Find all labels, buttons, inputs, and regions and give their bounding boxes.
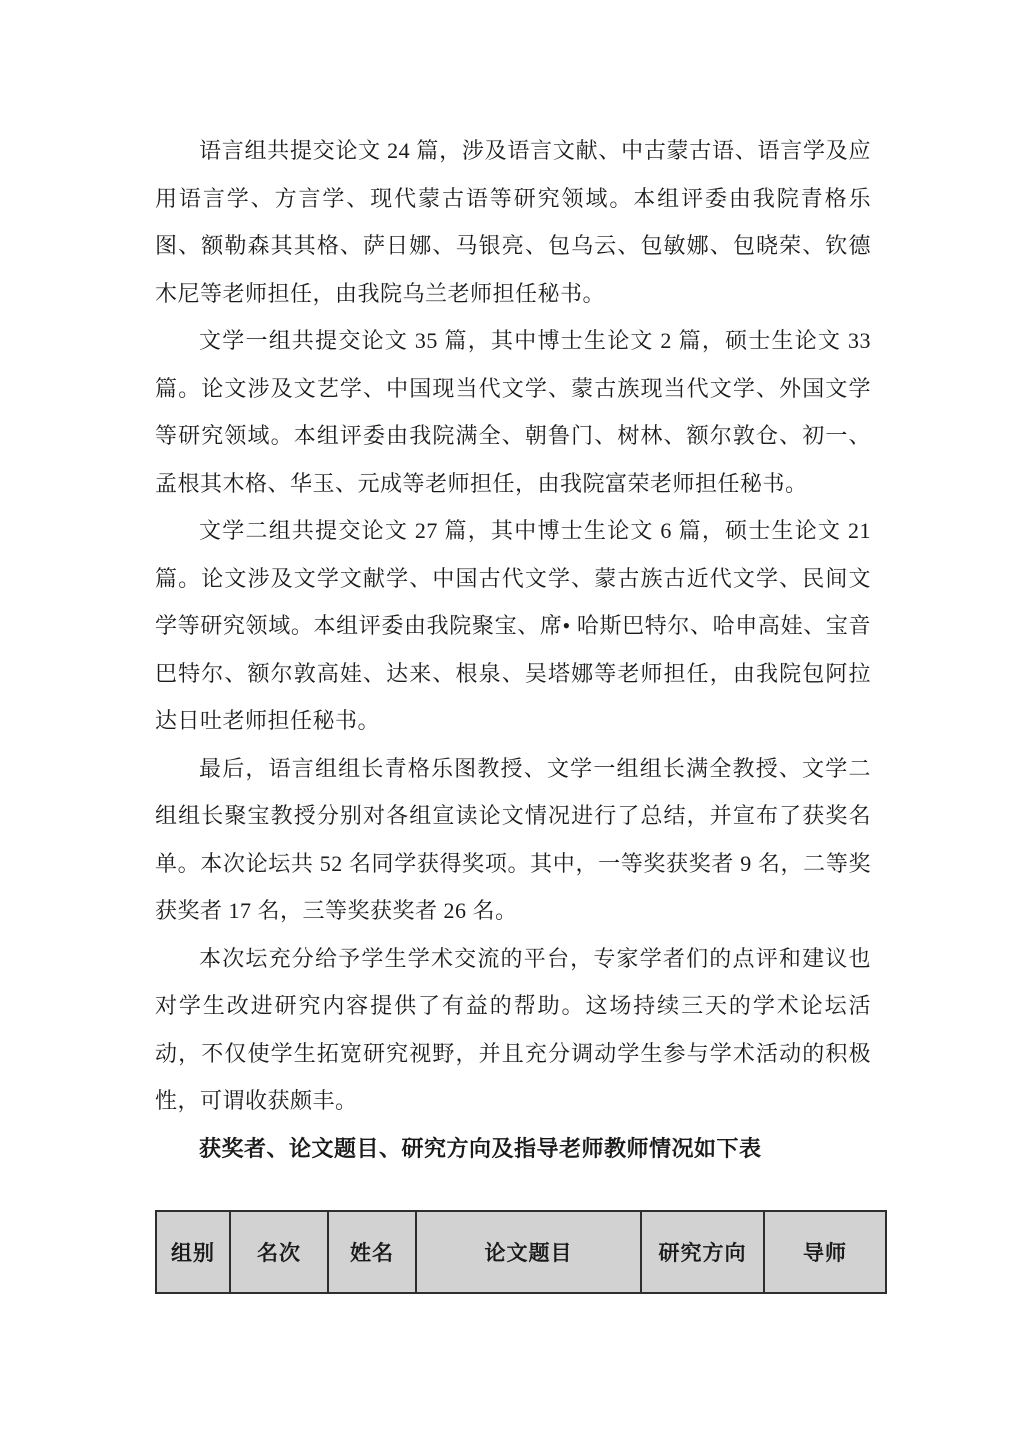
paragraph-awards-summary: 最后，语言组组长青格乐图教授、文学一组组长满全教授、文学二组组长聚宝教授分别对各组宣读论文情况进行了总结，并宣布了获奖名单。本次论坛共 52 名同学获得奖项。其中，一等奖获奖者 9 名，二等奖获奖者 17 名，三等奖获奖者 26 名。: [155, 755, 871, 923]
awards-table: [155, 1210, 887, 1294]
col-header-rank: 名次: [230, 1211, 328, 1293]
paragraph-language-group: 语言组共提交论文 24 篇，涉及语言文献、中古蒙古语、语言学及应用语言学、方言学、现代蒙古语等研究领域。本组评委由我院青格乐图、额勒森其其格、萨日娜、马银亮、包乌云、包敏娜、包晓荣、钦德木尼等老师担任，由我院乌兰老师担任秘书。: [155, 138, 871, 306]
paragraph-literature-group-1: 文学一组共提交论文 35 篇，其中博士生论文 2 篇，硕士生论文 33 篇。论文涉及文艺学、中国现当代文学、蒙古族现当代文学、外国文学等研究领域。本组评委由我院满全、朝鲁门、树林、额尔敦仓、初一、孟根其木格、华玉、元成等老师担任，由我院富荣老师担任秘书。: [155, 328, 871, 496]
paragraph-literature-group-2: 文学二组共提交论文 27 篇，其中博士生论文 6 篇，硕士生论文 21 篇。论文涉及文学文献学、中国古代文学、蒙古族古近代文学、民间文学等研究领域。本组评委由我院聚宝、席• 哈斯巴特尔、哈申高娃、宝音巴特尔、额尔敦高娃、达来、根泉、吴塔娜等老师担任，由我院包阿拉达日吐老师担任秘书。: [155, 518, 871, 733]
table-header-row: [156, 1211, 886, 1293]
col-header-supervisor: 导师: [764, 1211, 886, 1293]
paragraph-conclusion: 本次坛充分给予学生学术交流的平台，专家学者们的点评和建议也对学生改进研究内容提供了有益的帮助。这场持续三天的学术论坛活动，不仅使学生拓宽研究视野，并且充分调动学生参与学术活动的积极性，可谓收获颇丰。: [155, 945, 871, 1113]
col-header-name: 姓名: [328, 1211, 416, 1293]
col-header-group: 组别: [156, 1211, 230, 1293]
col-header-research-direction: 研究方向: [641, 1211, 764, 1293]
col-header-thesis-title: 论文题目: [416, 1211, 641, 1293]
document-content: [155, 127, 871, 1294]
table-caption: 获奖者、论文题目、研究方向及指导老师教师情况如下表: [199, 1135, 762, 1161]
